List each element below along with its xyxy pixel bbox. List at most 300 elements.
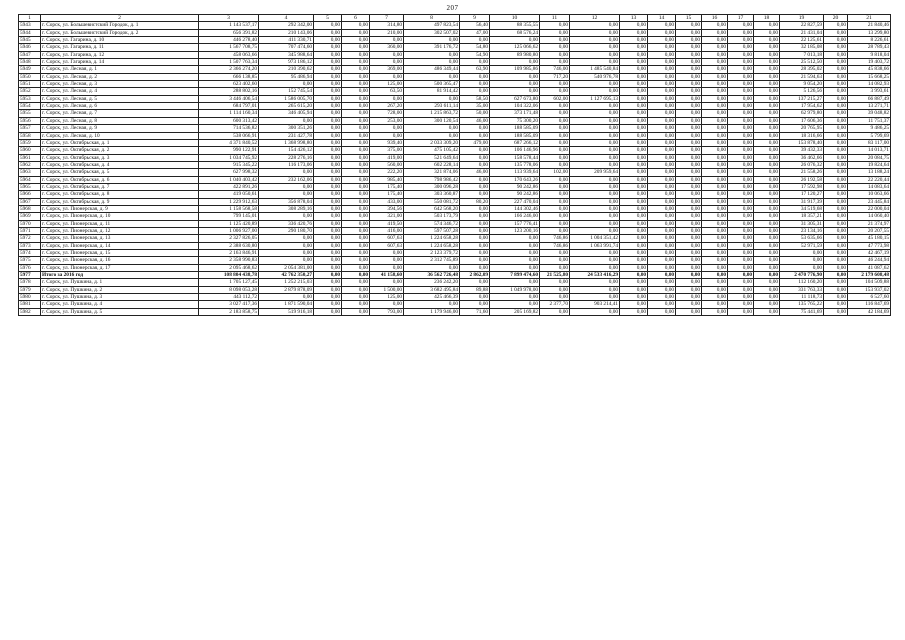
value-cell: 0,00	[648, 227, 676, 234]
value-cell: 0,00	[460, 81, 490, 88]
value-cell: 90 242,86	[490, 191, 540, 198]
value-cell: 0,00	[728, 272, 754, 279]
value-cell: 0,00	[620, 161, 648, 168]
value-cell: 602 228,14	[404, 161, 460, 168]
value-cell: 0,00	[342, 81, 370, 88]
value-cell: 36 462,66	[780, 154, 824, 161]
address-cell: г. Сорск, ул. Октябрьская, д. 3	[41, 154, 199, 161]
value-cell: 600 313,42	[199, 117, 259, 124]
value-cell: 0,00	[676, 294, 702, 301]
value-cell: 0,00	[676, 308, 702, 315]
value-cell: 0,00	[460, 161, 490, 168]
value-cell: 0,00	[702, 176, 728, 183]
value-cell: 0,00	[702, 29, 728, 36]
value-cell: 0,00	[754, 220, 780, 227]
value-cell: 0,00	[754, 183, 780, 190]
value-cell: 0,00	[620, 176, 648, 183]
value-cell: 560,00	[370, 161, 404, 168]
value-cell: 2 388 630,80	[199, 242, 259, 249]
value-cell: 0,00	[620, 110, 648, 117]
value-cell: 0,00	[754, 29, 780, 36]
value-cell: 0,00	[648, 213, 676, 220]
value-cell: 62 979,80	[780, 110, 824, 117]
value-cell: 0,00	[702, 139, 728, 146]
value-cell: 0,00	[570, 88, 620, 95]
value-cell: 0,00	[314, 205, 342, 212]
value-cell: 0,00	[314, 154, 342, 161]
value-cell: 0,00	[460, 250, 490, 257]
value-cell: 0,00	[754, 103, 780, 110]
column-header: 21	[848, 15, 891, 22]
value-cell: 0,00	[728, 264, 754, 271]
table-row	[19, 220, 891, 227]
value-cell: 0,00	[824, 205, 848, 212]
value-cell: 0,00	[824, 308, 848, 315]
value-cell: 137 215,27	[780, 95, 824, 102]
value-cell: 0,00	[728, 22, 754, 29]
row-index-cell: 5961	[19, 154, 41, 161]
value-cell: 88 355,55	[490, 22, 540, 29]
address-cell: г. Сорск, ул. Лесная, д. 1	[41, 66, 199, 73]
value-cell: 0,00	[570, 183, 620, 190]
value-cell: 321 874,06	[404, 169, 460, 176]
value-cell: 0,00	[460, 257, 490, 264]
value-cell: 0,00	[620, 183, 648, 190]
value-cell: 0,00	[702, 95, 728, 102]
value-cell: 47,00	[460, 29, 490, 36]
value-cell: 0,00	[754, 81, 780, 88]
value-cell: 0,00	[460, 154, 490, 161]
row-index-cell: 5959	[19, 139, 41, 146]
value-cell: 0,00	[676, 205, 702, 212]
value-cell: 116 173,06	[259, 161, 314, 168]
value-cell: 0,00	[648, 250, 676, 257]
value-cell: 0,00	[702, 205, 728, 212]
value-cell: 0,00	[540, 191, 570, 198]
value-cell: 0,00	[342, 37, 370, 44]
row-index-cell: 5950	[19, 73, 41, 80]
value-cell: 0,00	[676, 29, 702, 36]
value-cell: 0,00	[490, 250, 540, 257]
value-cell: 0,00	[824, 198, 848, 205]
value-cell: 28 395,02	[780, 66, 824, 73]
table-row	[19, 73, 891, 80]
value-cell: 0,00	[754, 191, 780, 198]
value-cell: 0,00	[648, 22, 676, 29]
value-cell: 0,00	[702, 44, 728, 51]
value-cell: 0,00	[460, 264, 490, 271]
value-cell: 0,00	[824, 286, 848, 293]
table-row	[19, 183, 891, 190]
value-cell: 0,00	[342, 59, 370, 66]
value-cell: 20 765,95	[780, 125, 824, 132]
value-cell: 0,00	[702, 66, 728, 73]
value-cell: 42 467,19	[848, 250, 891, 257]
value-cell: 345 988,64	[259, 51, 314, 58]
value-cell: 0,00	[314, 191, 342, 198]
address-cell: г. Сорск, ул. Большевистский Городок, д. 2	[41, 29, 199, 36]
value-cell: 0,00	[676, 44, 702, 51]
value-cell: 0,00	[490, 264, 540, 271]
value-cell: 0,00	[676, 176, 702, 183]
value-cell: 0,00	[676, 220, 702, 227]
value-cell: 0,00	[676, 264, 702, 271]
value-cell: 458 063,66	[199, 51, 259, 58]
value-cell: 0,00	[824, 169, 848, 176]
value-cell: 0,00	[342, 264, 370, 271]
value-cell: 0,00	[540, 213, 570, 220]
value-cell: 0,00	[824, 235, 848, 242]
value-cell: 0,00	[676, 257, 702, 264]
value-cell: 503 173,79	[404, 213, 460, 220]
data-table-container	[18, 14, 890, 316]
value-cell: 0,00	[702, 213, 728, 220]
value-cell: 0,00	[620, 169, 648, 176]
address-cell: г. Сорск, ул. Октябрьская, д. 5	[41, 169, 199, 176]
value-cell: 0,00	[728, 147, 754, 154]
value-cell: 0,00	[404, 59, 460, 66]
value-cell: 63,50	[370, 88, 404, 95]
value-cell: 0,00	[754, 161, 780, 168]
value-cell: 519 916,18	[259, 308, 314, 315]
value-cell: 0,00	[620, 29, 648, 36]
value-cell: 0,00	[342, 191, 370, 198]
table-row	[19, 66, 891, 73]
row-index-cell: 5954	[19, 103, 41, 110]
value-cell: 0,00	[620, 286, 648, 293]
value-cell: 0,00	[342, 272, 370, 279]
value-cell: 41 087,62	[848, 264, 891, 271]
value-cell: 0,00	[824, 117, 848, 124]
value-cell: 54,90	[460, 51, 490, 58]
value-cell: 0,00	[648, 176, 676, 183]
value-cell: 0,00	[676, 147, 702, 154]
value-cell: 108 804 438,78	[199, 272, 259, 279]
address-cell: г. Сорск, ул. Пионерская, д. 15	[41, 250, 199, 257]
value-cell: 0,00	[460, 205, 490, 212]
value-cell: 17 120,27	[780, 191, 824, 198]
value-cell: 0,00	[676, 37, 702, 44]
value-cell: 0,00	[648, 51, 676, 58]
value-cell: 0,00	[824, 250, 848, 257]
row-index-cell: 5955	[19, 110, 41, 117]
value-cell: 188 585,09	[490, 125, 540, 132]
value-cell: 0,00	[728, 220, 754, 227]
value-cell: 2 033 309,20	[404, 139, 460, 146]
value-cell: 135 778,06	[490, 161, 540, 168]
column-header: 16	[702, 15, 728, 22]
value-cell: 0,00	[648, 264, 676, 271]
value-cell: 2 179 608,48	[848, 272, 891, 279]
row-index-cell: 5982	[19, 308, 41, 315]
value-cell: 4 371 840,52	[199, 139, 259, 146]
table-row	[19, 213, 891, 220]
value-cell: 1 125 420,89	[199, 220, 259, 227]
value-cell: 0,00	[754, 213, 780, 220]
value-cell: 0,00	[540, 205, 570, 212]
value-cell: 0,00	[754, 301, 780, 308]
value-cell: 0,00	[702, 73, 728, 80]
table-row	[19, 132, 891, 139]
value-cell: 0,00	[702, 272, 728, 279]
value-cell: 0,00	[648, 117, 676, 124]
value-cell: 0,00	[620, 213, 648, 220]
value-cell: 0,00	[342, 301, 370, 308]
value-cell: 0,00	[314, 264, 342, 271]
value-cell: 0,00	[702, 51, 728, 58]
value-cell: 746,86	[540, 235, 570, 242]
value-cell: 1 040 403,42	[199, 176, 259, 183]
value-cell: 0,00	[460, 183, 490, 190]
value-cell: 18 357,21	[780, 213, 824, 220]
value-cell: 0,00	[570, 59, 620, 66]
value-cell: 292 342,00	[259, 22, 314, 29]
column-header: 15	[676, 15, 702, 22]
address-cell: г. Сорск, ул. Пионерская, д. 16	[41, 257, 199, 264]
value-cell: 0,00	[728, 125, 754, 132]
value-cell: 0,00	[702, 301, 728, 308]
address-cell: г. Сорск, ул. Пушкина, д. 4	[41, 301, 199, 308]
value-cell: 990 122,91	[199, 147, 259, 154]
value-cell: 0,00	[676, 51, 702, 58]
value-cell: 1 224 658,28	[404, 242, 460, 249]
value-cell: 0,00	[824, 110, 848, 117]
value-cell: 0,00	[314, 294, 342, 301]
value-cell: 68 576,24	[490, 29, 540, 36]
value-cell: 0,00	[728, 161, 754, 168]
value-cell: 2 470 776,90	[780, 272, 824, 279]
value-cell: 0,00	[570, 117, 620, 124]
value-cell: 0,00	[620, 103, 648, 110]
value-cell: 728,00	[370, 110, 404, 117]
value-cell: 144 302,46	[490, 205, 540, 212]
value-cell: 0,00	[342, 308, 370, 315]
value-cell: 0,00	[342, 22, 370, 29]
value-cell: 0,00	[648, 132, 676, 139]
value-cell: 0,00	[728, 205, 754, 212]
value-cell: 0,00	[540, 139, 570, 146]
value-cell: 290 180,70	[259, 227, 314, 234]
value-cell: 642 568,20	[404, 205, 460, 212]
value-cell: 17 606,36	[780, 117, 824, 124]
value-cell: 3 682 495,84	[404, 286, 460, 293]
value-cell: 0,00	[314, 125, 342, 132]
address-cell: г. Сорск, ул. Лесная, д. 5	[41, 95, 199, 102]
value-cell: 0,00	[648, 147, 676, 154]
value-cell: 0,00	[676, 103, 702, 110]
value-cell: 42 184,69	[848, 308, 891, 315]
value-cell: 0,00	[314, 227, 342, 234]
column-header: 17	[728, 15, 754, 22]
value-cell: 0,00	[314, 301, 342, 308]
value-cell: 0,00	[490, 81, 540, 88]
row-index-cell: 5958	[19, 132, 41, 139]
value-cell: 0,00	[570, 132, 620, 139]
table-row	[19, 250, 891, 257]
value-cell: 422 891,26	[199, 183, 259, 190]
value-cell: 21 374,97	[848, 220, 891, 227]
value-cell: 0,00	[648, 301, 676, 308]
value-cell: 1 485 540,84	[570, 66, 620, 73]
column-header: 14	[648, 15, 676, 22]
row-index-cell: 5943	[19, 22, 41, 29]
value-cell: 0,00	[460, 213, 490, 220]
value-cell: 0,00	[648, 272, 676, 279]
value-cell: 17 592,98	[780, 183, 824, 190]
value-cell: 0,00	[540, 37, 570, 44]
value-cell: 152 745,54	[259, 88, 314, 95]
value-cell: 0,00	[370, 279, 404, 286]
value-cell: 0,00	[754, 308, 780, 315]
address-cell: г. Сорск, ул. Октябрьская, д. 4	[41, 161, 199, 168]
data-table	[18, 14, 891, 316]
address-cell: г. Сорск, ул. Гагарина, д. 10	[41, 37, 199, 44]
value-cell: 158 578,44	[490, 154, 540, 161]
value-cell: 0,00	[342, 117, 370, 124]
row-index-cell: 5953	[19, 95, 41, 102]
row-index-cell: 5972	[19, 235, 41, 242]
value-cell: 0,00	[676, 95, 702, 102]
value-cell: 687 266,12	[490, 139, 540, 146]
value-cell: 75 300,20	[490, 117, 540, 124]
value-cell: 0,00	[754, 37, 780, 44]
value-cell: 799 145,01	[199, 213, 259, 220]
value-cell: 0,00	[648, 103, 676, 110]
value-cell: 1 252 215,03	[259, 279, 314, 286]
value-cell: 0,00	[728, 95, 754, 102]
value-cell: 627 998,32	[199, 169, 259, 176]
value-cell: 0,00	[620, 117, 648, 124]
value-cell: 0,00	[314, 198, 342, 205]
value-cell: 31 305,31	[780, 220, 824, 227]
value-cell: 0,00	[570, 139, 620, 146]
value-cell: 0,00	[570, 286, 620, 293]
value-cell: 1 006 927,00	[199, 227, 259, 234]
row-index-cell: 5960	[19, 147, 41, 154]
value-cell: 0,00	[702, 103, 728, 110]
value-cell: 0,00	[620, 198, 648, 205]
value-cell: 0,00	[754, 205, 780, 212]
value-cell: 0,00	[824, 176, 848, 183]
value-cell: 0,00	[676, 139, 702, 146]
value-cell: 0,00	[676, 132, 702, 139]
table-row	[19, 22, 891, 29]
value-cell: 391 176,72	[404, 44, 460, 51]
value-cell: 303 360,87	[404, 191, 460, 198]
address-cell: г. Сорск, ул. Пушкина, д. 1	[41, 279, 199, 286]
value-cell: 0,00	[648, 294, 676, 301]
value-cell: 0,00	[314, 66, 342, 73]
value-cell: 0,00	[824, 59, 848, 66]
value-cell: 0,00	[570, 29, 620, 36]
value-cell: 0,00	[648, 183, 676, 190]
value-cell: 0,00	[754, 264, 780, 271]
value-cell: 0,00	[824, 264, 848, 271]
address-cell: Итого за 2016 год	[41, 272, 199, 279]
value-cell: 0,00	[460, 132, 490, 139]
column-header: 4	[259, 15, 314, 22]
table-row	[19, 294, 891, 301]
row-index-cell: 5974	[19, 250, 41, 257]
value-cell: 375,00	[370, 147, 404, 154]
value-cell: 21 594,63	[780, 73, 824, 80]
value-cell: 0,00	[314, 22, 342, 29]
value-cell: 0,00	[570, 257, 620, 264]
value-cell: 236 242,20	[404, 279, 460, 286]
value-cell: 22 125,61	[780, 37, 824, 44]
value-cell: 0,00	[460, 235, 490, 242]
value-cell: 0,00	[314, 73, 342, 80]
value-cell: 0,00	[728, 235, 754, 242]
row-index-cell: 5946	[19, 44, 41, 51]
value-cell: 0,00	[460, 191, 490, 198]
value-cell: 5 799,69	[848, 132, 891, 139]
value-cell: 0,00	[824, 154, 848, 161]
value-cell: 793,00	[370, 308, 404, 315]
address-cell: г. Сорск, ул. Пионерская, д. 13	[41, 235, 199, 242]
value-cell: 0,00	[620, 191, 648, 198]
value-cell: 0,00	[648, 191, 676, 198]
value-cell: 0,00	[370, 301, 404, 308]
value-cell: 0,00	[676, 117, 702, 124]
table-row	[19, 125, 891, 132]
address-cell: г. Сорск, ул. Пионерская, д. 12	[41, 227, 199, 234]
value-cell: 0,00	[540, 44, 570, 51]
value-cell: 0,00	[342, 205, 370, 212]
value-cell: 15 668,25	[848, 73, 891, 80]
value-cell: 0,00	[314, 242, 342, 249]
address-cell: г. Сорск, ул. Лесная, д. 10	[41, 132, 199, 139]
value-cell: 24 533 416,29	[570, 272, 620, 279]
value-cell: 20 207,55	[848, 227, 891, 234]
value-cell: 0,00	[370, 125, 404, 132]
value-cell: 0,00	[648, 66, 676, 73]
value-cell: 0,00	[728, 213, 754, 220]
value-cell: 0,00	[676, 183, 702, 190]
table-row	[19, 176, 891, 183]
value-cell: 0,00	[754, 95, 780, 102]
table-row	[19, 59, 891, 66]
row-index-cell: 5969	[19, 213, 41, 220]
value-cell: 0,00	[620, 272, 648, 279]
value-cell: 0,00	[676, 250, 702, 257]
address-cell: г. Сорск, ул. Большевистский Городок, д. 1	[41, 22, 199, 29]
value-cell: 0,00	[648, 154, 676, 161]
value-cell: 0,00	[314, 110, 342, 117]
value-cell: 39 048,82	[848, 110, 891, 117]
value-cell: 0,00	[676, 169, 702, 176]
value-cell: 0,00	[540, 286, 570, 293]
value-cell: 0,00	[314, 117, 342, 124]
value-cell: 0,00	[620, 154, 648, 161]
value-cell: 0,00	[728, 110, 754, 117]
value-cell: 0,00	[370, 95, 404, 102]
value-cell: 0,00	[754, 139, 780, 146]
value-cell: 170 643,26	[490, 176, 540, 183]
value-cell: 2 123 379,72	[404, 250, 460, 257]
value-cell: 0,00	[728, 37, 754, 44]
value-cell: 0,00	[824, 272, 848, 279]
value-cell: 0,00	[728, 286, 754, 293]
value-cell: 7 899 474,60	[490, 272, 540, 279]
value-cell: 188 585,09	[490, 132, 540, 139]
value-cell: 2 054 381,00	[259, 264, 314, 271]
value-cell: 717,20	[540, 73, 570, 80]
value-cell: 302 507,02	[404, 29, 460, 36]
table-row	[19, 272, 891, 279]
value-cell: 0,00	[259, 242, 314, 249]
value-cell: 0,00	[754, 73, 780, 80]
